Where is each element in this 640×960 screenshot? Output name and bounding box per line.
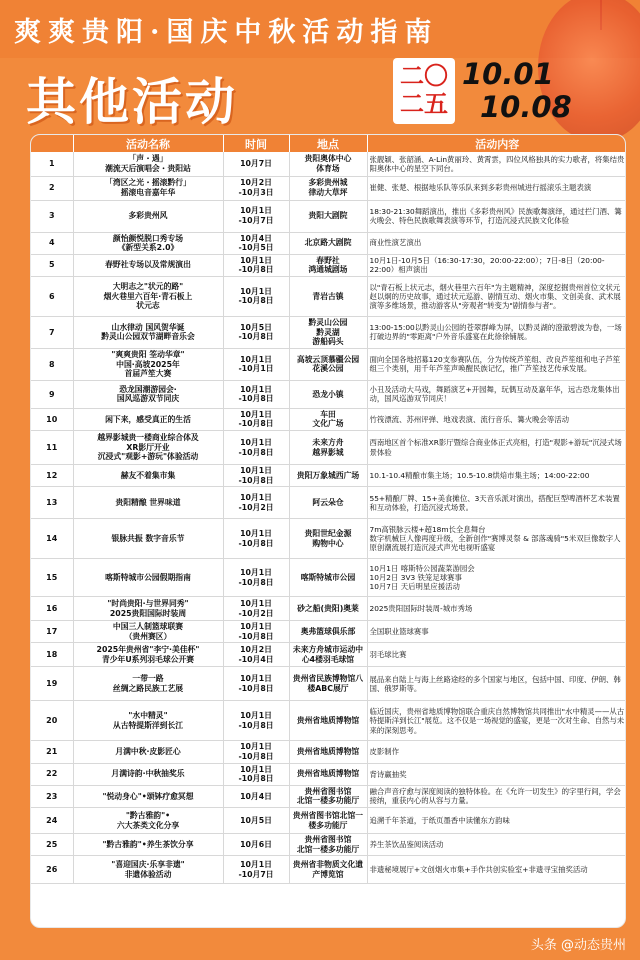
row-name: 2025年贵州省"李宁·美佳杯" 青少年U系列羽毛球公开赛 [73,643,223,667]
row-content: 7m高银脉云楼+超18m长全息舞台 数字机械巨人像再度升级，全新创作"赛博灵祭 & 部落魂骑"5米双巨像数字人原创潮流展打造沉浸式声光电视听盛宴 [367,519,626,559]
row-time: 10月1日 -10月8日 [223,519,289,559]
row-name: 「湾区之光・摇滚黔行」 摇滚电音嘉年华 [73,176,223,200]
table-row [31,741,626,763]
row-index: 7 [31,316,73,348]
table-row [31,856,626,884]
header-place: 地点 [289,135,367,152]
top-banner [0,0,640,58]
row-content: 10.1-10.4精酿市集主场；10.5-10.8烘焙市集主场；14:00-22:00 [367,465,626,487]
row-content: 羽毛球比赛 [367,643,626,667]
table-row [31,808,626,834]
row-place: 贵州省非物质文化遗 产博览馆 [289,856,367,884]
row-index: 9 [31,380,73,408]
row-index: 22 [31,763,73,785]
row-name: 一带一路 丝绸之路民族工艺展 [73,667,223,701]
row-place: 贵州省图书馆 北馆一楼多功能厅 [289,785,367,807]
table-row [31,232,626,254]
row-name: 颜怡颜悦脱口秀专场 《新型关系2.0》 [73,232,223,254]
row-index: 8 [31,348,73,380]
row-content: 非遗秘境展厅+文创烟火市集+手作共创实验室+非遗寻宝抽奖活动 [367,856,626,884]
table-row [31,559,626,597]
row-time: 10月1日 -10月8日 [223,465,289,487]
row-time: 10月1日 -10月8日 [223,741,289,763]
row-name: 赫友不着集市集 [73,465,223,487]
row-name: "水中精灵" 从古特提斯洋到长江 [73,701,223,741]
row-name: 贵阳精酿 世界味道 [73,487,223,519]
row-place: 贵州省图书馆北馆一 楼多功能厅 [289,808,367,834]
row-index: 12 [31,465,73,487]
row-name: 月满诗韵·中秋抽奖乐 [73,763,223,785]
row-content: 张靓颖、张韶涵、A-Lin黄丽玲、黄霄雲，四位风格独具的实力歌者，将集结贵阳奥体中心的星空下同台。 [367,152,626,176]
row-content: 13:00-15:00以黔灵山公园的苍翠群峰为屏，以黔灵湖的澄澈碧波为卷，一场打破边界的"零距离"户外音乐盛宴在此徐徐铺展。 [367,316,626,348]
row-index: 16 [31,597,73,621]
date-to: 10.08 [480,90,572,124]
row-time: 10月1日 -10月8日 [223,621,289,643]
row-content: 以"青石板上状元志，烟火巷里六百年"为主题精神，深度挖掘贵州首位文状元赵以炯的历史故事，通过状元巡游、剧情互动、烟火市集、文创美食、武术展演等多维场景，推动游客从"旁观者"转变为"剧情参与者"。 [367,276,626,316]
table-row [31,763,626,785]
header-content: 活动内容 [367,135,626,152]
row-index: 2 [31,176,73,200]
row-name: 闲下来，感受真正的生活 [73,408,223,430]
row-content: 临近国庆，贵州省地质博物馆联合重庆自然博物馆共同推出"水中精灵——从古特提斯洋到长江"展览。这不仅是一场视觉的盛宴，更是一次对生命、自然与未来的深刻思考。 [367,701,626,741]
table-row [31,785,626,807]
row-time: 10月4日 [223,785,289,807]
row-index: 20 [31,701,73,741]
row-time: 10月1日 -10月2日 [223,597,289,621]
table-row [31,431,626,465]
row-name: 月满中秋·皮影匠心 [73,741,223,763]
row-name: "黔古雅韵"•养生茶饮分享 [73,834,223,856]
row-index: 11 [31,431,73,465]
row-index: 13 [31,487,73,519]
row-time: 10月5日 [223,808,289,834]
row-index: 25 [31,834,73,856]
row-content: 55+精酿厂牌、15+美食摊位、3天音乐派对演出，搭配巨型啤酒杯艺术装置和互动体验，打造沉浸式场景。 [367,487,626,519]
row-name: "喜迎国庆·乐享非遗" 非遗体验活动 [73,856,223,884]
activities-table [31,135,626,884]
year-badge-line1: 二〇 [400,61,448,90]
row-time: 10月1日 -10月7日 [223,856,289,884]
row-content: 竹筏漂流、苏州评弹、地戏表演、流行音乐、篝火晚会等活动 [367,408,626,430]
table-row [31,621,626,643]
row-name: "悦动身心"•颂钵疗愈冥想 [73,785,223,807]
row-name: 大明志之"状元的路" 烟火巷里六百年·青石板上 状元志 [73,276,223,316]
row-index: 21 [31,741,73,763]
row-content: 18:30-21:30舞蹈演出，推出《多彩贵州风》民族歌舞演绎，通过拦门酒、篝火晚会、特色民族歌舞表演等环节，打造沉浸式民族文化体验 [367,200,626,232]
table-row [31,254,626,276]
row-time: 10月1日 -10月8日 [223,559,289,597]
row-time: 10月1日 -10月8日 [223,254,289,276]
row-place: 贵州省地质博物馆 [289,701,367,741]
row-place: 青岩古镇 [289,276,367,316]
source-watermark: 头条 @动态贵州 [530,938,626,953]
row-content: 商业性演艺演出 [367,232,626,254]
row-index: 10 [31,408,73,430]
row-place: 砂之船(贵阳)奥莱 [289,597,367,621]
row-index: 14 [31,519,73,559]
row-name: 银脉共振 数字音乐节 [73,519,223,559]
row-content: 展品来自陆上与海上丝路途经的多个国家与地区，包括中国、印度、伊朗、韩国、俄罗斯等。 [367,667,626,701]
row-content: 10月1日-10月5日（16:30-17:30，20:00-22:00）；7日-8日（20:00-22:00）相声演出 [367,254,626,276]
table-row [31,834,626,856]
activities-table-card [30,134,626,928]
row-place: 未来方舟 越界影城 [289,431,367,465]
table-row [31,152,626,176]
row-time: 10月7日 [223,152,289,176]
row-name: "黔古雅韵"• 六大茶类文化分享 [73,808,223,834]
row-content: 养生茶饮品鉴阅读活动 [367,834,626,856]
date-from: 10.01 [462,57,554,91]
row-place: 奥弗篮球俱乐部 [289,621,367,643]
row-content: 融合声音疗愈与深度阅读的独特体验。在《允许一切发生》的字里行间，学会接纳，重获内心的从容与力量。 [367,785,626,807]
row-place: 贵阳万象城西广场 [289,465,367,487]
row-place: 多彩贵州城 律动大草坪 [289,176,367,200]
table-row [31,380,626,408]
row-name: 越界影城贵一楼商业综合体及 XR影厅开业 沉浸式"观影+游玩"体验活动 [73,431,223,465]
row-index: 4 [31,232,73,254]
row-index: 18 [31,643,73,667]
row-time: 10月1日 -10月8日 [223,763,289,785]
table-row [31,276,626,316]
row-place: 高坡云顶慕疆公园 花溪公园 [289,348,367,380]
row-place: 贵州省地质博物馆 [289,763,367,785]
row-index: 3 [31,200,73,232]
row-content: 崔健、张楚、根据地乐队等乐队来到多彩贵州城进行摇滚乐主题表演 [367,176,626,200]
row-place: 未来方舟城市运动中 心4楼羽毛球馆 [289,643,367,667]
row-index: 17 [31,621,73,643]
row-place: 春野社 鸿通城剧场 [289,254,367,276]
row-content: 全国职业篮球赛事 [367,621,626,643]
year-badge [393,58,455,124]
table-row [31,643,626,667]
page-title: 爽爽贵阳·国庆中秋活动指南 [14,17,439,48]
row-content: 面向全国各地招募120支参赛队伍，分为传统芦笙组、改良芦笙组和电子芦笙组三个类别，用千年芦笙声唤醒民族记忆，推广芦笙技艺传承发展。 [367,348,626,380]
row-time: 10月1日 -10月8日 [223,380,289,408]
header-index [31,135,73,152]
row-content: 追溯千年茶道，于纸页墨香中读懂东方韵味 [367,808,626,834]
row-content: 皮影制作 [367,741,626,763]
row-content: 西南地区首个标准XR影厅暨综合商业体正式亮相，打造"观影+游玩"沉浸式场景体验 [367,431,626,465]
row-index: 26 [31,856,73,884]
row-place: 北京路大剧院 [289,232,367,254]
row-place: 阿云朵仓 [289,487,367,519]
year-badge-line2: 二五 [400,89,448,118]
row-name: 山水律动 国风贺华诞 黔灵山公园双节湖畔音乐会 [73,316,223,348]
row-time: 10月1日 -10月8日 [223,431,289,465]
section-title: 其他活动 [26,72,238,131]
table-row [31,316,626,348]
row-time: 10月1日 -10月8日 [223,276,289,316]
row-name: "时尚贵阳·与世界同秀" 2025贵阳国际时装周 [73,597,223,621]
table-row [31,200,626,232]
row-place: 贵州省图书馆 北馆一楼多功能厅 [289,834,367,856]
row-index: 5 [31,254,73,276]
row-index: 15 [31,559,73,597]
row-time: 10月2日 -10月3日 [223,176,289,200]
row-time: 10月2日 -10月4日 [223,643,289,667]
row-content: 背诗赢抽奖 [367,763,626,785]
header-time: 时间 [223,135,289,152]
row-time: 10月6日 [223,834,289,856]
row-content: 2025贵阳国际时装周-城市秀场 [367,597,626,621]
row-time: 10月1日 -10月1日 [223,348,289,380]
row-place: 贵州省民族博物馆八 楼ABC展厅 [289,667,367,701]
date-range [462,58,612,124]
row-name: 春野社专场以及常规演出 [73,254,223,276]
row-time: 10月1日 -10月7日 [223,200,289,232]
table-row [31,519,626,559]
row-index: 1 [31,152,73,176]
row-name: 「声・遇」 潮流天后演唱会・贵阳站 [73,152,223,176]
row-time: 10月1日 -10月8日 [223,701,289,741]
row-place: 喀斯特城市公园 [289,559,367,597]
row-name: 多彩贵州风 [73,200,223,232]
table-row [31,701,626,741]
table-row [31,348,626,380]
row-place: 恐龙小镇 [289,380,367,408]
row-time: 10月1日 -10月2日 [223,487,289,519]
row-index: 23 [31,785,73,807]
row-place: 贵阳世纪金源 购物中心 [289,519,367,559]
row-time: 10月5日 -10月8日 [223,316,289,348]
table-row [31,597,626,621]
row-index: 6 [31,276,73,316]
row-time: 10月4日 -10月5日 [223,232,289,254]
table-header-row [31,135,626,152]
row-place: 黔灵山公园 黔灵湖 游船码头 [289,316,367,348]
table-row [31,176,626,200]
row-name: 恐龙国潮游园会· 国风巡游双节同庆 [73,380,223,408]
row-place: 车田 文化广场 [289,408,367,430]
row-time: 10月1日 -10月8日 [223,408,289,430]
header-name: 活动名称 [73,135,223,152]
row-index: 19 [31,667,73,701]
row-content: 10月1日 喀斯特公园蔬菜游园会 10月2日 3V3 铁笼足球赛事 10月7日 天后明星应援活动 [367,559,626,597]
table-row [31,487,626,519]
table-row [31,408,626,430]
row-place: 贵州省地质博物馆 [289,741,367,763]
row-content: 小丑及活动大马戏，舞蹈演艺+开园舞，玩偶互动及嘉年华，远古恐龙集体出动，国风巡游双节同庆！ [367,380,626,408]
row-time: 10月1日 -10月8日 [223,667,289,701]
row-name: 中国三人制篮球联赛 （贵州赛区） [73,621,223,643]
row-index: 24 [31,808,73,834]
table-row [31,667,626,701]
row-place: 贵阳大剧院 [289,200,367,232]
table-body [31,152,626,884]
row-place: 贵阳奥体中心 体育场 [289,152,367,176]
row-name: "爽爽贵阳 筌动华章" 中国·高坡2025年 首届芦笙大赛 [73,348,223,380]
row-name: 喀斯特城市公园假期指南 [73,559,223,597]
table-row [31,465,626,487]
